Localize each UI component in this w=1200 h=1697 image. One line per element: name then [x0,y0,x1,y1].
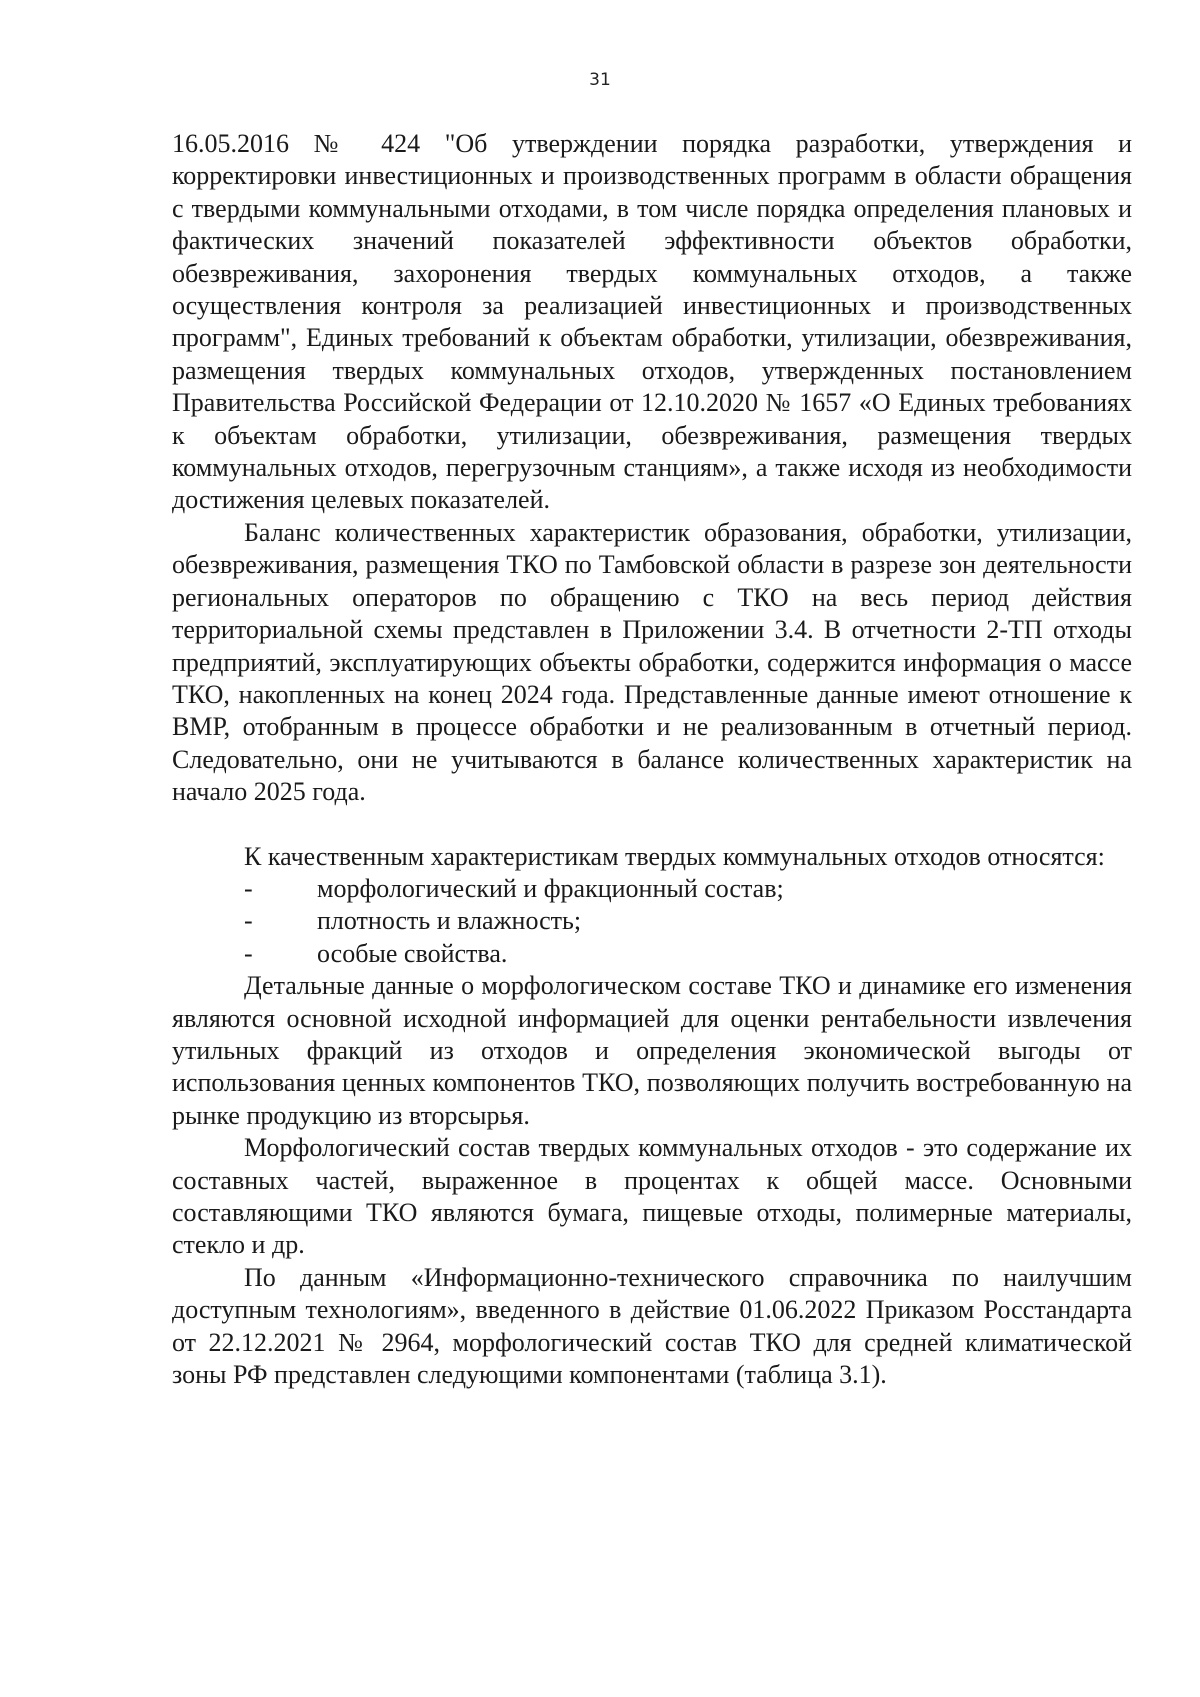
list-item-text: плотность и влажность; [317,906,582,936]
paragraph-balance: Баланс количественных характеристик образования, обработки, утилизации, обезвреживания, размещения ТКО по Тамбовской области в разрезе зон деятельности региональных операторов по обращению с ТКО на весь период действия территориальной схемы представлен в Приложении 3.4. В отчетности 2-ТП отходы предприятий, эксплуатирующих объекты обработки, содержится информация о массе ТКО, накопленных на конец 2024 года. Представленные данные имеют отношение к ВМР, отобранным в процессе обработки и не реализованным в отчетный период. Следовательно, они не учитываются в балансе количественных характеристик на начало 2025 года. [172,517,1132,807]
paragraph-continuation: 16.05.2016 № 424 "Об утверждении порядка разработки, утверждения и корректировки инвестиционных и производственных программ в области обращения с твердыми коммунальными отходами, в том числе порядка определения плановых и фактических значений показателей эффективности объектов обработки, обезвреживания, захоронения твердых коммунальных отходов, а также осуществления контроля за реализацией инвестиционных и производственных программ", Единых требований к объектам обработки, утилизации, обезвреживания, размещения твердых коммунальных отходов, утвержденных постановлением Правительства Российской Федерации от 12.10.2020 № 1657 «О Единых требованиях к объектам обработки, утилизации, обезвреживания, размещения твердых коммунальных отходов, перегрузочным станциям», а также исходя из необходимости достижения целевых показателей. [172,129,1132,515]
paragraph-quality-intro: К качественным характеристикам твердых коммунальных отходов относятся: [244,841,1105,871]
list-dash: - [244,938,253,968]
document-body [172,128,1132,1391]
page-number: 31 [589,70,611,90]
list-dash: - [244,873,253,903]
list-item [172,905,1132,937]
list-item-text: особые свойства. [317,938,508,968]
list-dash: - [244,906,253,936]
paragraph-morphology-definition: Морфологический состав твердых коммунальных отходов - это содержание их составных частей, выраженное в процентах к общей массе. Основными составляющими ТКО являются бумага, пищевые отходы, полимерные материалы, стекло и др. [172,1133,1132,1260]
paragraph-morphology-data: Детальные данные о морфологическом составе ТКО и динамике его изменения являются основной исходной информацией для оценки рентабельности извлечения утильных фракций из отходов и определения экономической выгоды от использования ценных компонентов ТКО, позволяющих получить востребованную на рынке продукцию из вторсырья. [172,971,1132,1130]
list-item-text: морфологический и фракционный состав; [317,873,784,903]
list-item [172,873,1132,905]
paragraph-reference: По данным «Информационно-технического справочника по наилучшим доступным технологиям», введенного в действие 01.06.2022 Приказом Росстандарта от 22.12.2021 № 2964, морфологический состав ТКО для средней климатической зоны РФ представлен следующими компонентами (таблица 3.1). [172,1262,1132,1390]
list-item [172,938,1132,970]
characteristics-list [172,873,1132,970]
